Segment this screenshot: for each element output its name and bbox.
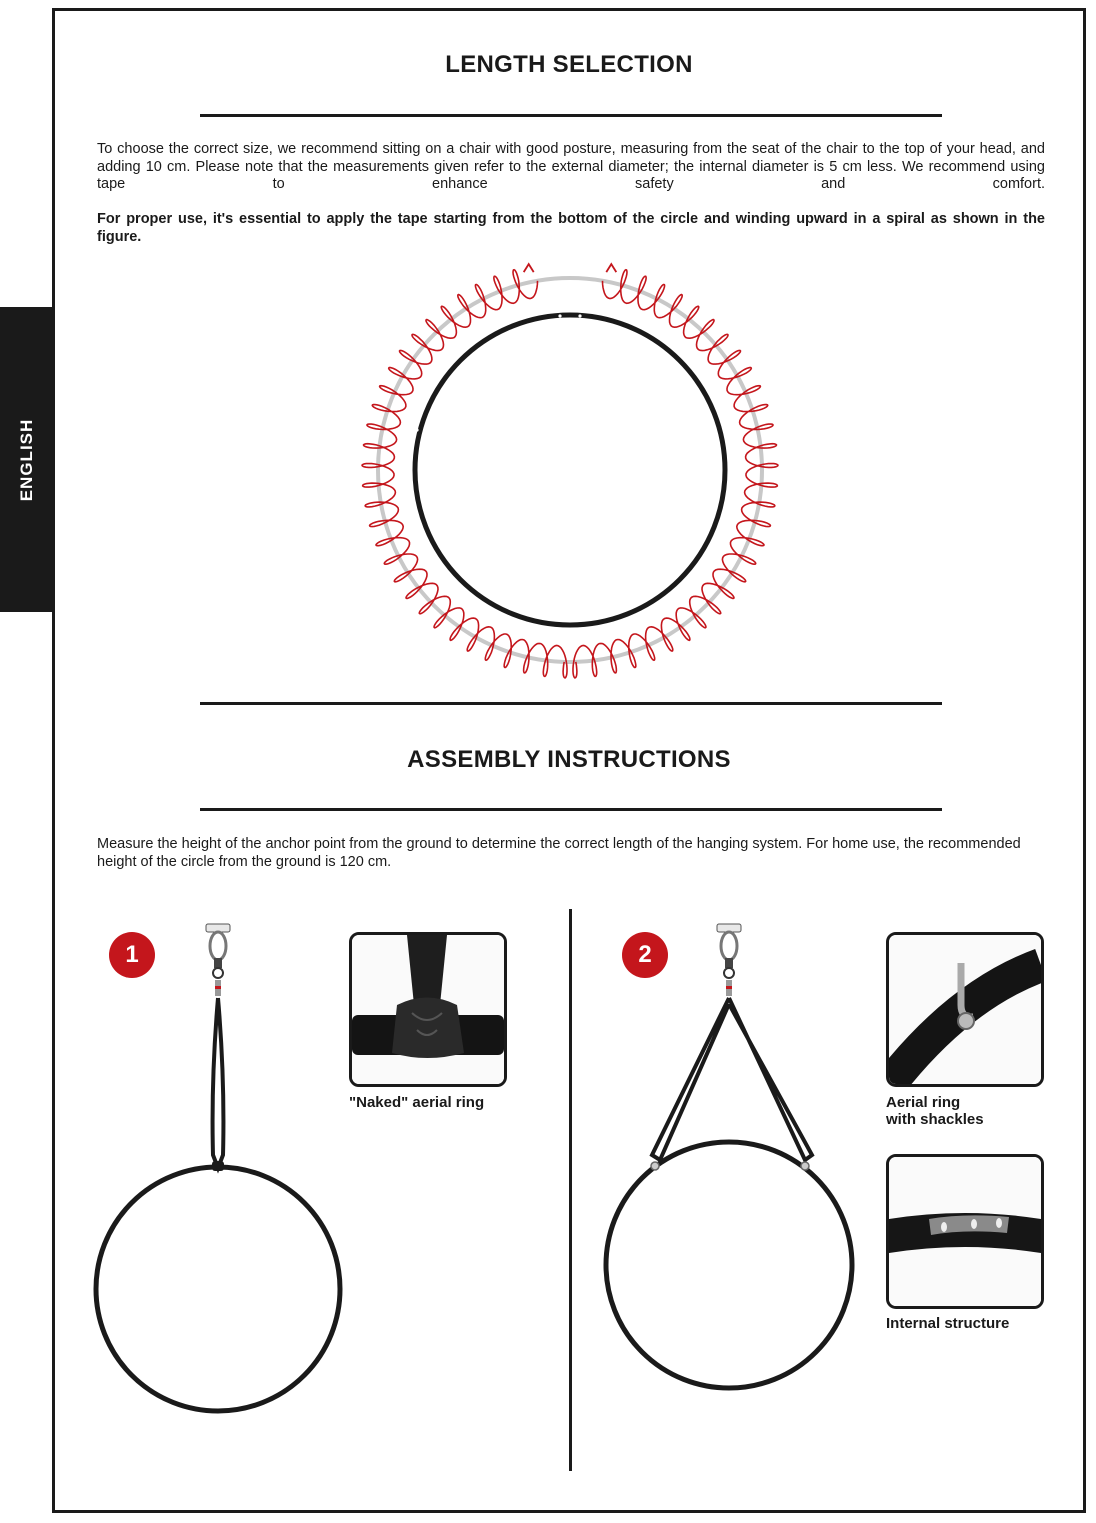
inner-ring (415, 315, 725, 625)
tape-spiral-right (573, 270, 778, 678)
aerial-ring (96, 1167, 340, 1411)
strap-left (652, 998, 729, 1160)
tape-arrow-head (606, 264, 616, 272)
shackle-aerial-ring-illustration (600, 920, 862, 1400)
step-2-badge: 2 (622, 932, 668, 978)
swivel-anchor-icon (206, 924, 230, 996)
language-tab (0, 307, 53, 612)
naked-ring-photo (349, 932, 507, 1087)
ring-hole (558, 314, 561, 317)
naked-ring-caption: "Naked" aerial ring (349, 1094, 485, 1111)
tape-instruction-paragraph: For proper use, it's essential to apply the tape starting from the bottom of the circle and winding upward in a spiral as shown in the figure. (97, 211, 1045, 245)
language-tab-label: ENGLISH (16, 418, 36, 501)
length-selection-paragraph: To choose the correct size, we recommend sitting on a chair with good posture, measuring from the seat of the chair to the top of your head, and adding 10 cm. Please note that the measurements given refer to the external diameter; the internal diameter is 5 cm less. We recommend using tape to enhance safety and comfort. (97, 141, 1045, 192)
divider-rule (200, 808, 942, 811)
length-selection-title: LENGTH SELECTION (445, 51, 693, 78)
naked-aerial-ring-illustration (90, 920, 350, 1420)
shackle-caption-line-1: Aerial ring (886, 1094, 961, 1111)
divider-rule (200, 702, 942, 705)
internal-structure-caption: Internal structure (886, 1315, 1010, 1332)
tape-spiral-group (362, 264, 778, 678)
steps-divider (569, 909, 572, 1471)
tape-guide-ring (378, 278, 762, 662)
divider-rule (200, 114, 942, 117)
ring-hole (415, 428, 418, 431)
strap (213, 998, 224, 1168)
strap-right (729, 998, 812, 1160)
assembly-title: ASSEMBLY INSTRUCTIONS (407, 746, 731, 773)
ring-hole (578, 314, 581, 317)
shackle-ring-photo (886, 932, 1044, 1087)
aerial-ring (606, 1142, 852, 1388)
internal-structure-photo (886, 1154, 1044, 1309)
assembly-paragraph: Measure the height of the anchor point from the ground to determine the correct length of the hanging system. For home use, the recommended height of the circle from the ground is 120 cm. (97, 836, 1021, 870)
shackle-caption (886, 1094, 984, 1128)
step-1-badge: 1 (109, 932, 155, 978)
tape-winding-diagram (340, 250, 800, 690)
tape-spiral-left (362, 270, 567, 678)
tape-arrow-head (524, 264, 534, 272)
shackle-caption-line-2: with shackles (886, 1111, 984, 1128)
swivel-anchor-icon (717, 924, 741, 996)
